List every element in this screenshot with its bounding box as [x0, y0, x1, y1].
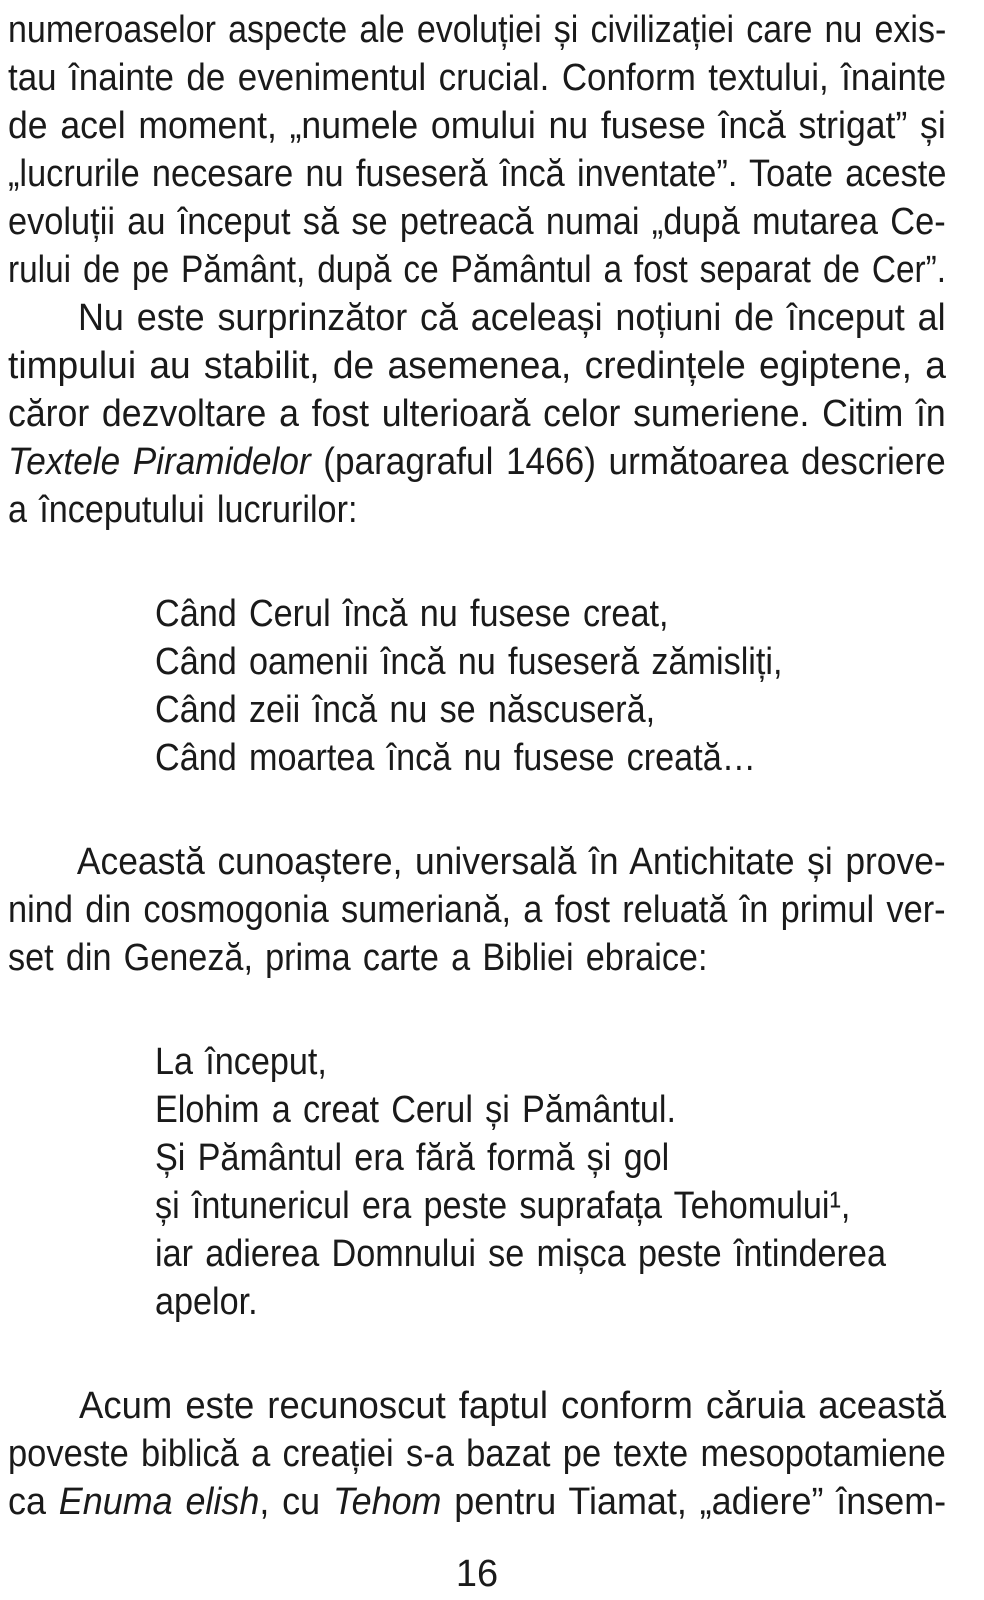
paragraph-egyptian-beliefs: [8, 294, 946, 534]
text-line: [8, 246, 947, 294]
text-line: [8, 102, 946, 150]
text-segment: poveste biblică a creației s-a bazat pe texte mesopotamiene: [8, 1433, 946, 1475]
text-segment: set din Geneză, prima carte a Bibliei ebraice:: [8, 937, 708, 979]
text-line: [8, 1478, 947, 1526]
page-number: 16: [455, 1553, 499, 1595]
paragraph-evolutions: [8, 6, 946, 294]
text-line: [8, 198, 946, 246]
text-line: [8, 6, 947, 54]
text-segment: a începutului lucrurilor:: [8, 489, 358, 531]
text-line: [155, 590, 867, 638]
text-line: [155, 686, 867, 734]
text-segment: Când moartea încă nu fusese creată…: [155, 737, 756, 779]
text-segment: căror dezvoltare a fost ulterioară celor sumeriene. Citim în: [8, 393, 946, 435]
text-segment: evoluții au început să se petreacă numai „după mutarea Ce-: [8, 201, 946, 243]
genesis-quote: [155, 1038, 946, 1326]
text-segment: Nu este surprinzător că aceleași noțiuni de început al: [77, 297, 946, 339]
text-segment: nind din cosmogonia sumeriană, a fost reluată în primul ver-: [8, 889, 946, 931]
text-segment: Acum este recunoscut faptul conform căruia această: [79, 1385, 947, 1427]
text-segment: (paragraful 1466) următoarea descriere: [310, 441, 946, 483]
text-segment: Când oamenii încă nu fuseseră zămisliți,: [155, 641, 783, 683]
text-line: [155, 1086, 867, 1134]
text-segment: Când Cerul încă nu fusese creat,: [155, 593, 669, 635]
text-line: [8, 1430, 946, 1478]
text-line: [8, 150, 947, 198]
text-line: [155, 734, 867, 782]
text-segment: ca: [8, 1481, 59, 1523]
text-segment: numeroaselor aspecte ale evoluției și civilizației care nu exis-: [8, 9, 947, 51]
text-segment: Elohim a creat Cerul și Pământul.: [155, 1089, 677, 1131]
text-line: [155, 1278, 867, 1326]
text-line: [8, 438, 946, 486]
paragraph-enuma-elish: [8, 1382, 946, 1526]
pyramid-texts-quote: [155, 590, 946, 782]
italic-text: Textele Piramidelor: [8, 441, 311, 483]
text-segment: de acel moment, „numele omului nu fusese încă strigat” și: [8, 105, 946, 147]
text-line: [155, 1134, 867, 1182]
text-segment: „lucrurile necesare nu fuseseră încă inventate”. Toate aceste: [8, 153, 947, 195]
text-line: [8, 1382, 947, 1430]
italic-text: Tehom: [332, 1481, 442, 1523]
text-segment: La început,: [155, 1041, 327, 1083]
text-segment: timpului au stabilit, de asemenea, credințele egiptene, a: [8, 345, 946, 387]
text-line: [8, 934, 852, 982]
text-segment: pentru Tiamat, „adiere” însem-: [441, 1481, 947, 1523]
paragraph-genesis-intro: [8, 838, 946, 982]
text-line: [8, 294, 946, 342]
text-line: [155, 638, 867, 686]
text-segment: , cu: [259, 1481, 333, 1523]
text-line: [8, 838, 946, 886]
text-line: [8, 486, 852, 534]
text-segment: Și Pământul era fără formă și gol: [155, 1137, 670, 1179]
text-line: [8, 342, 946, 390]
text-segment: rului de pe Pământ, după ce Pământul a fost separat de Cer”.: [8, 249, 947, 291]
text-segment: tau înainte de evenimentul crucial. Conform textului, înainte: [8, 57, 947, 99]
text-segment: apelor.: [155, 1281, 258, 1323]
text-line: [155, 1038, 867, 1086]
text-segment: Când zeii încă nu se născuseră,: [155, 689, 656, 731]
text-line: [155, 1230, 886, 1278]
text-segment: iar adierea Domnului se mișca peste întinderea: [155, 1233, 886, 1275]
text-segment: Această cunoaștere, universală în Antichitate și prove-: [76, 841, 946, 883]
text-line: [8, 54, 947, 102]
text-line: [8, 390, 946, 438]
text-line: [155, 1182, 867, 1230]
italic-text: Enuma elish: [58, 1481, 260, 1523]
text-segment: și întunericul era peste suprafața Tehomului¹,: [155, 1185, 851, 1227]
text-line: [8, 886, 946, 934]
